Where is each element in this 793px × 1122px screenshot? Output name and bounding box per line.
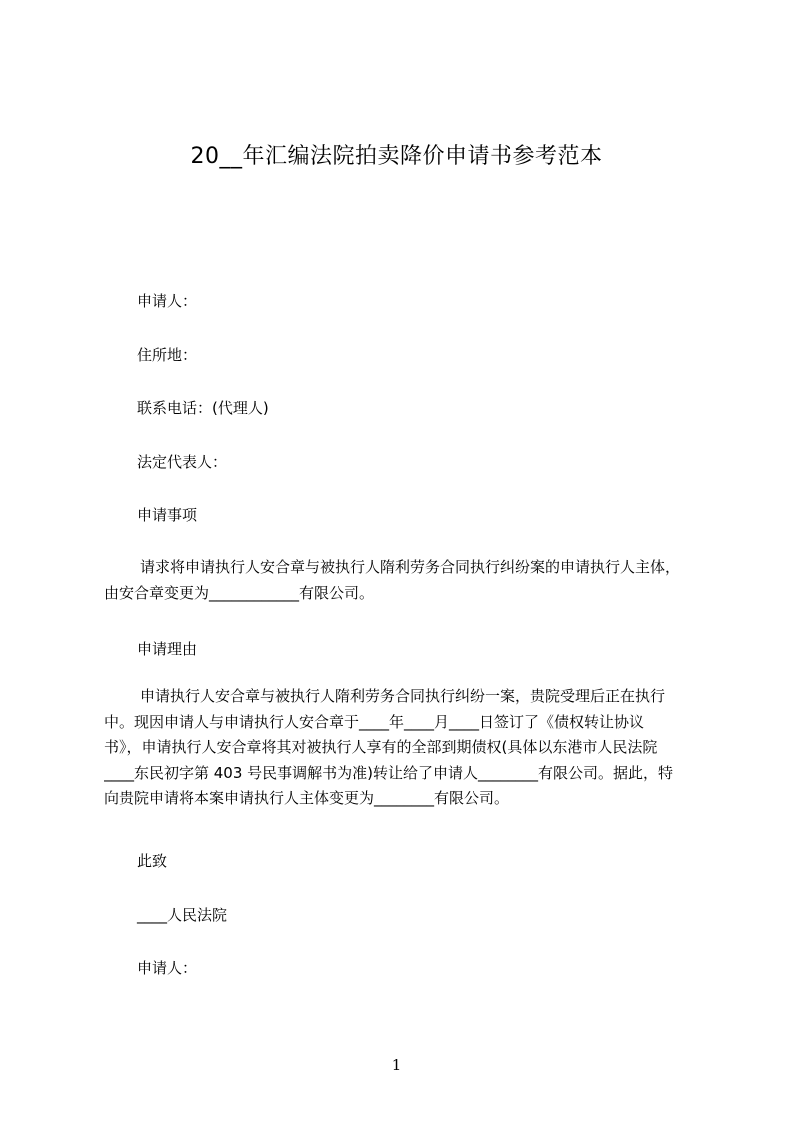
address-label: 住所地：: [137, 346, 198, 364]
legal-representative-label: 法定代表人：: [137, 453, 228, 471]
reason-line: 书》，申请执行人安合章将其对被执行人享有的全部到期债权(具体以东港市人民法院: [104, 738, 658, 757]
request-heading: 申请事项: [137, 506, 198, 524]
request-line: 请求将申请执行人安合章与被执行人隋利劳务合同执行纠纷案的申请执行人主体，: [140, 558, 681, 576]
reason-heading: 申请理由: [137, 640, 198, 658]
page-number: 1: [391, 1056, 402, 1074]
applicant-label: 申请人：: [137, 292, 198, 310]
reason-line: 申请执行人安合章与被执行人隋利劳务合同执行纠纷一案，贵院受理后正在执行: [140, 687, 666, 705]
signature-label: 申请人：: [137, 959, 198, 977]
document-title: 20__年汇编法院拍卖降价申请书参考范本: [190, 144, 603, 169]
request-paragraph: [104, 555, 704, 606]
request-line: 由安合章变更为____________有限公司。: [104, 583, 375, 602]
reason-line: 向贵院申请将本案申请执行人主体变更为________有限公司。: [104, 789, 510, 808]
closing-salutation: 此致: [137, 852, 168, 870]
reason-line: 中。现因申请人与申请执行人安合章于____年____月____日签订了《债权转让协议: [104, 712, 645, 731]
reason-line: ____东民初字第 403 号民事调解书为准)转让给了申请人________有限公司。据此，特: [104, 763, 674, 782]
reason-paragraph: [104, 684, 704, 812]
court-addressee: ____人民法院: [137, 906, 228, 924]
phone-label: 联系电话：(代理人): [137, 399, 269, 417]
